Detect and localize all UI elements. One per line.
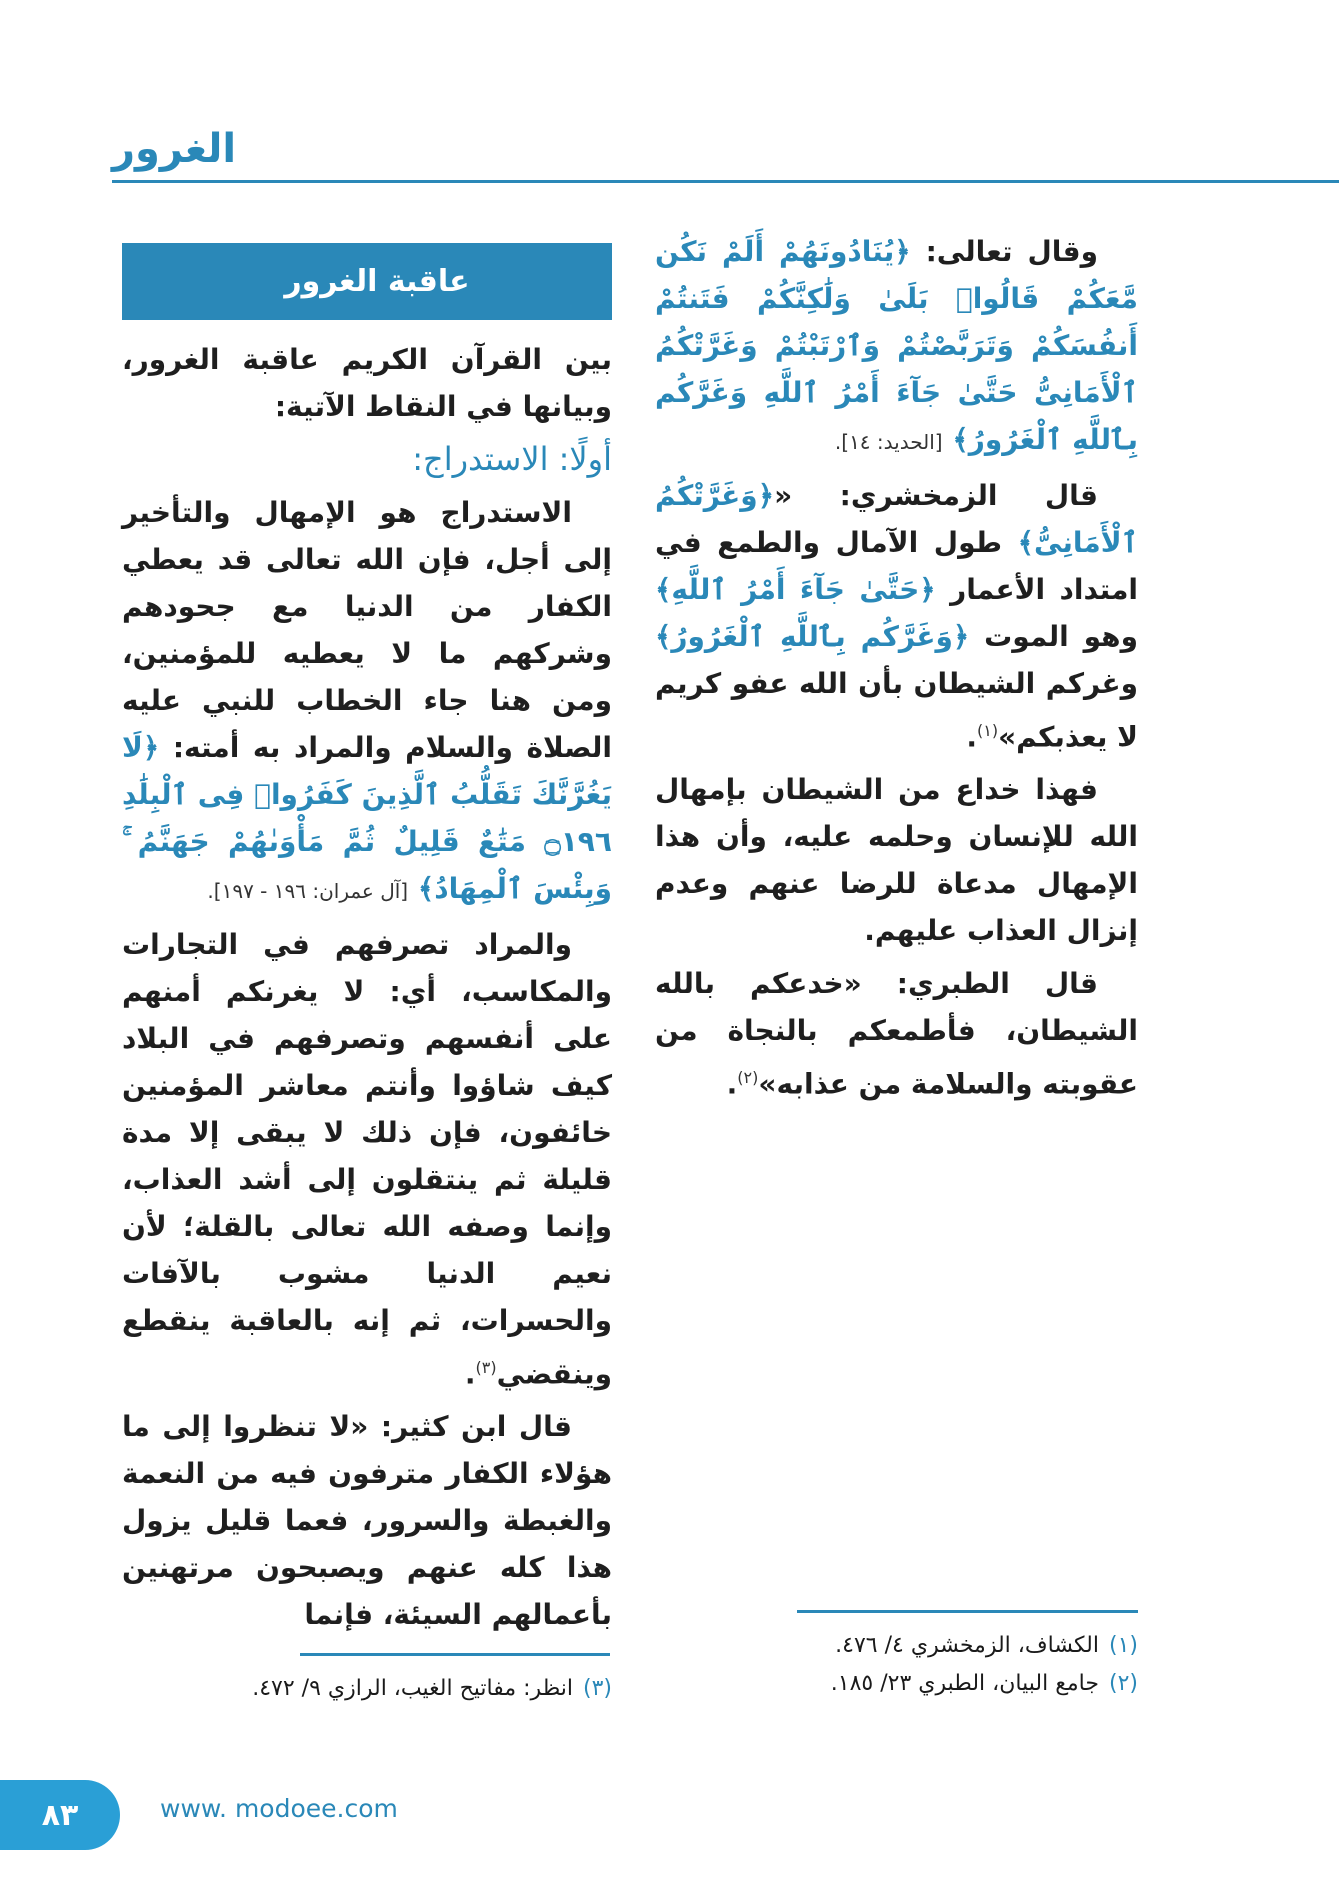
paragraph-text: قال الزمخشري: « bbox=[774, 479, 1098, 512]
paragraph-text: وقال تعالى: bbox=[910, 235, 1098, 268]
footnote-divider-left bbox=[300, 1653, 610, 1656]
footnotes-right bbox=[655, 1627, 1138, 1703]
verse-reference: [الحديد: ١٤]. bbox=[834, 430, 943, 454]
footnote-text: انظر: مفاتيح الغيب، الرازي ٩/ ٤٧٢. bbox=[252, 1676, 573, 1701]
paragraph-ibn-kathir: قال ابن كثير: «لا تنظروا إلى ما هؤلاء الكفار مترفون فيه من النعمة والغبطة والسرور، فعما قليل يزول هذا كله عنهم ويصبحون مرتهنين بأعمالهم السيئة، فإنما bbox=[122, 1410, 612, 1632]
section-title: عاقبة الغرور bbox=[284, 264, 470, 299]
subheading-istidraj: أولًا: الاستدراج: bbox=[412, 440, 612, 478]
right-column bbox=[655, 228, 1138, 1114]
header-divider bbox=[112, 180, 1339, 183]
paragraph-text: قال الطبري: «خدعكم بالله الشيطان، فأطمعكم بالنجاة من عقوبته والسلامة من عذابه» bbox=[655, 967, 1138, 1101]
paragraph-text: وهو الموت bbox=[969, 620, 1138, 653]
paragraph-zamakhshari: قال الزمخشري: «﴿وَغَرَّتْكُمُ ٱلْأَمَانِىُّ﴾ طول الآمال والطمع في امتداد الأعمار ﴿حَتَّىٰ جَآءَ أَمْرُ ٱللَّهِ﴾ وهو الموت ﴿وَغَرَّكُم بِٱللَّهِ ٱلْغَرُورُ﴾ وغركم الشيطان بأن الله عفو كريم لا يعذبكم»$^{(١)}$. bbox=[655, 479, 1138, 754]
footnote-item bbox=[655, 1665, 1138, 1703]
paragraph-istidraj bbox=[122, 489, 612, 915]
footnote-marker[interactable]: (٢) bbox=[737, 1068, 759, 1088]
left-column bbox=[122, 243, 612, 1644]
footnote-item bbox=[655, 1627, 1138, 1665]
paragraph-verse-hadid bbox=[655, 228, 1138, 466]
page-number: ٨٣ bbox=[41, 1797, 79, 1833]
quran-verse: ﴿وَغَرَّتْكُمُ ٱلْأَمَانِىُّ﴾ bbox=[655, 479, 1138, 559]
website-link[interactable]: www. modoee.com bbox=[160, 1794, 398, 1823]
paragraph-intro: بين القرآن الكريم عاقبة الغرور، وبيانها في النقاط الآتية: bbox=[122, 343, 612, 423]
verse-reference: [آل عمران: ١٩٦ - ١٩٧]. bbox=[207, 879, 409, 903]
footnote-item bbox=[122, 1670, 612, 1708]
paragraph-meaning: والمراد تصرفهم في التجارات والمكاسب، أي: لا يغرنكم أمنهم على أنفسهم وتصرفهم في البلاد كيف شاؤوا وأنتم معاشر المؤمنين خائفون، فإن ذلك لا يبقى إلا مدة قليلة ثم ينتقلون إلى أشد العذاب، وإنما وصفه الله تعالى بالقلة؛ لأن نعيم الدنيا مشوب بالآفات والحسرات، ثم إنه بالعاقبة ينقطع وينقضي$^{(٣)}$. bbox=[122, 928, 612, 1391]
paragraph-deception: فهذا خداع من الشيطان بإمهال الله للإنسان وحلمه عليه، وأن هذا الإمهال مدعاة للرضا عنهم وعدم إنزال العذاب عليهم. bbox=[655, 773, 1138, 948]
footnote-text: جامع البيان، الطبري ٢٣/ ١٨٥. bbox=[830, 1671, 1099, 1696]
footnotes-left bbox=[122, 1670, 612, 1708]
quran-verse: ﴿حَتَّىٰ جَآءَ أَمْرُ ٱللَّهِ﴾ bbox=[655, 573, 936, 606]
quran-verse: ﴿لَا يَغُرَّنَّكَ تَقَلُّبُ ٱلَّذِينَ كَفَرُوا۟ فِى ٱلْبِلَٰدِ ۝١٩٦ مَتَٰعٌ قَلِيلٌ ثُمَّ مَأْوَىٰهُمْ جَهَنَّمُ ۚ وَبِئْسَ ٱلْمِهَادُ﴾ bbox=[122, 731, 612, 905]
footnote-marker[interactable]: (٣) bbox=[475, 1358, 497, 1377]
paragraph-tabari: قال الطبري: «خدعكم بالله الشيطان، فأطمعكم بالنجاة من عقوبته والسلامة من عذابه»$^{(٢)}$. bbox=[655, 967, 1138, 1101]
footnote-marker[interactable]: (١) bbox=[976, 721, 999, 740]
paragraph-text: طول الآمال والطمع في امتداد الأعمار bbox=[655, 526, 1138, 606]
page-number-tab bbox=[0, 1780, 120, 1850]
paragraph-text: وغركم الشيطان بأن الله عفو كريم لا يعذبكم» bbox=[655, 667, 1138, 754]
paragraph-text: الاستدراج هو الإمهال والتأخير إلى أجل، فإن الله تعالى قد يعطي الكفار من الدنيا مع جحودهم وشركهم ما لا يعطيه للمؤمنين، ومن هنا جاء الخطاب للنبي عليه الصلاة والسلام والمراد به أمته: bbox=[122, 496, 612, 764]
page-header-title: الغرور bbox=[112, 126, 237, 172]
footnote-text: الكشاف، الزمخشري ٤/ ٤٧٦. bbox=[835, 1633, 1099, 1658]
paragraph-text: والمراد تصرفهم في التجارات والمكاسب، أي: لا يغرنكم أمنهم على أنفسهم وتصرفهم في البلاد كيف شاؤوا وأنتم معاشر المؤمنين خائفون، فإن ذلك لا يبقى إلا مدة قليلة ثم ينتقلون إلى أشد العذاب، وإنما وصفه الله تعالى بالقلة؛ لأن نعيم الدنيا مشوب بالآفات والحسرات، ثم إنه بالعاقبة ينقطع وينقضي bbox=[122, 928, 612, 1391]
footnote-divider-right bbox=[797, 1610, 1138, 1613]
quran-verse: ﴿وَغَرَّكُم بِٱللَّهِ ٱلْغَرُورُ﴾ bbox=[655, 620, 970, 653]
footnote-number: (٣) bbox=[582, 1676, 612, 1701]
quran-verse: ﴿يُنَادُونَهُمْ أَلَمْ نَكُن مَّعَكُمْ قَالُوا۟ بَلَىٰ وَلَٰكِنَّكُمْ فَتَنتُمْ أَنفُسَكُمْ وَتَرَبَّصْتُمْ وَٱرْتَبْتُمْ وَغَرَّتْكُمُ ٱلْأَمَانِىُّ حَتَّىٰ جَآءَ أَمْرُ ٱللَّهِ وَغَرَّكُم بِٱللَّهِ ٱلْغَرُورُ﴾ bbox=[655, 235, 1138, 456]
footnote-number: (١) bbox=[1108, 1633, 1138, 1658]
section-title-band bbox=[122, 243, 612, 320]
footnote-number: (٢) bbox=[1108, 1671, 1138, 1696]
